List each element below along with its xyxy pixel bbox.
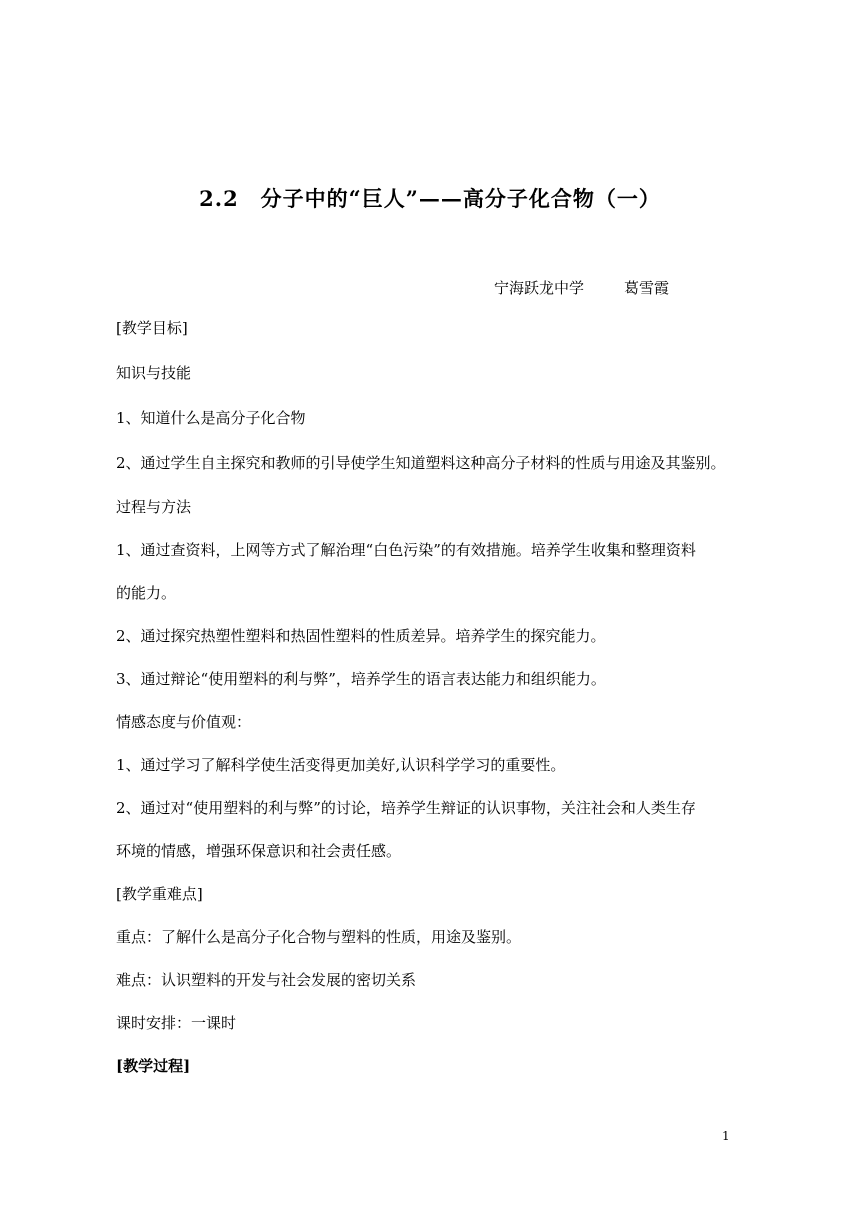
list-item: 2、通过对“使用塑料的利与弊”的讨论，培养学生辩证的认识事物，关注社会和人类生存	[116, 799, 696, 817]
list-item: 1、通过查资料，上网等方式了解治理“白色污染”的有效措施。培养学生收集和整理资料	[116, 541, 696, 559]
author-line	[494, 278, 669, 298]
section-heading-key-points: [教学重难点]	[116, 885, 203, 903]
list-item: 2、通过学生自主探究和教师的引导使学生知道塑料这种高分子材料的性质与用途及其鉴别。	[116, 454, 726, 472]
subheading-knowledge-skills: 知识与技能	[116, 364, 192, 382]
difficult-point-line: 难点：认识塑料的开发与社会发展的密切关系	[116, 971, 417, 989]
list-item: 1、通过学习了解科学使生活变得更加美好,认识科学学习的重要性。	[116, 756, 566, 774]
list-item-continuation: 环境的情感，增强环保意识和社会责任感。	[116, 842, 402, 860]
class-schedule-line: 课时安排：一课时	[116, 1014, 237, 1032]
document-title: 2.2 分子中的“巨人”——高分子化合物（一）	[199, 186, 661, 211]
page-number: 1	[722, 1129, 730, 1143]
list-item: 1、知道什么是高分子化合物	[116, 409, 306, 427]
list-item: 2、通过探究热塑性塑料和热固性塑料的性质差异。培养学生的探究能力。	[116, 627, 606, 645]
author-school: 宁海跃龙中学	[494, 279, 585, 297]
list-item-continuation: 的能力。	[116, 584, 177, 602]
section-heading-process: [教学过程]	[116, 1057, 191, 1075]
section-heading-objectives: [教学目标]	[116, 319, 188, 337]
author-name: 葛雪霞	[624, 279, 670, 297]
subheading-attitudes-values: 情感态度与价值观：	[116, 713, 252, 731]
subheading-process-methods: 过程与方法	[116, 498, 192, 516]
list-item: 3、通过辩论“使用塑料的利与弊”，培养学生的语言表达能力和组织能力。	[116, 670, 606, 688]
key-point-line: 重点：了解什么是高分子化合物与塑料的性质，用途及鉴别。	[116, 928, 522, 946]
